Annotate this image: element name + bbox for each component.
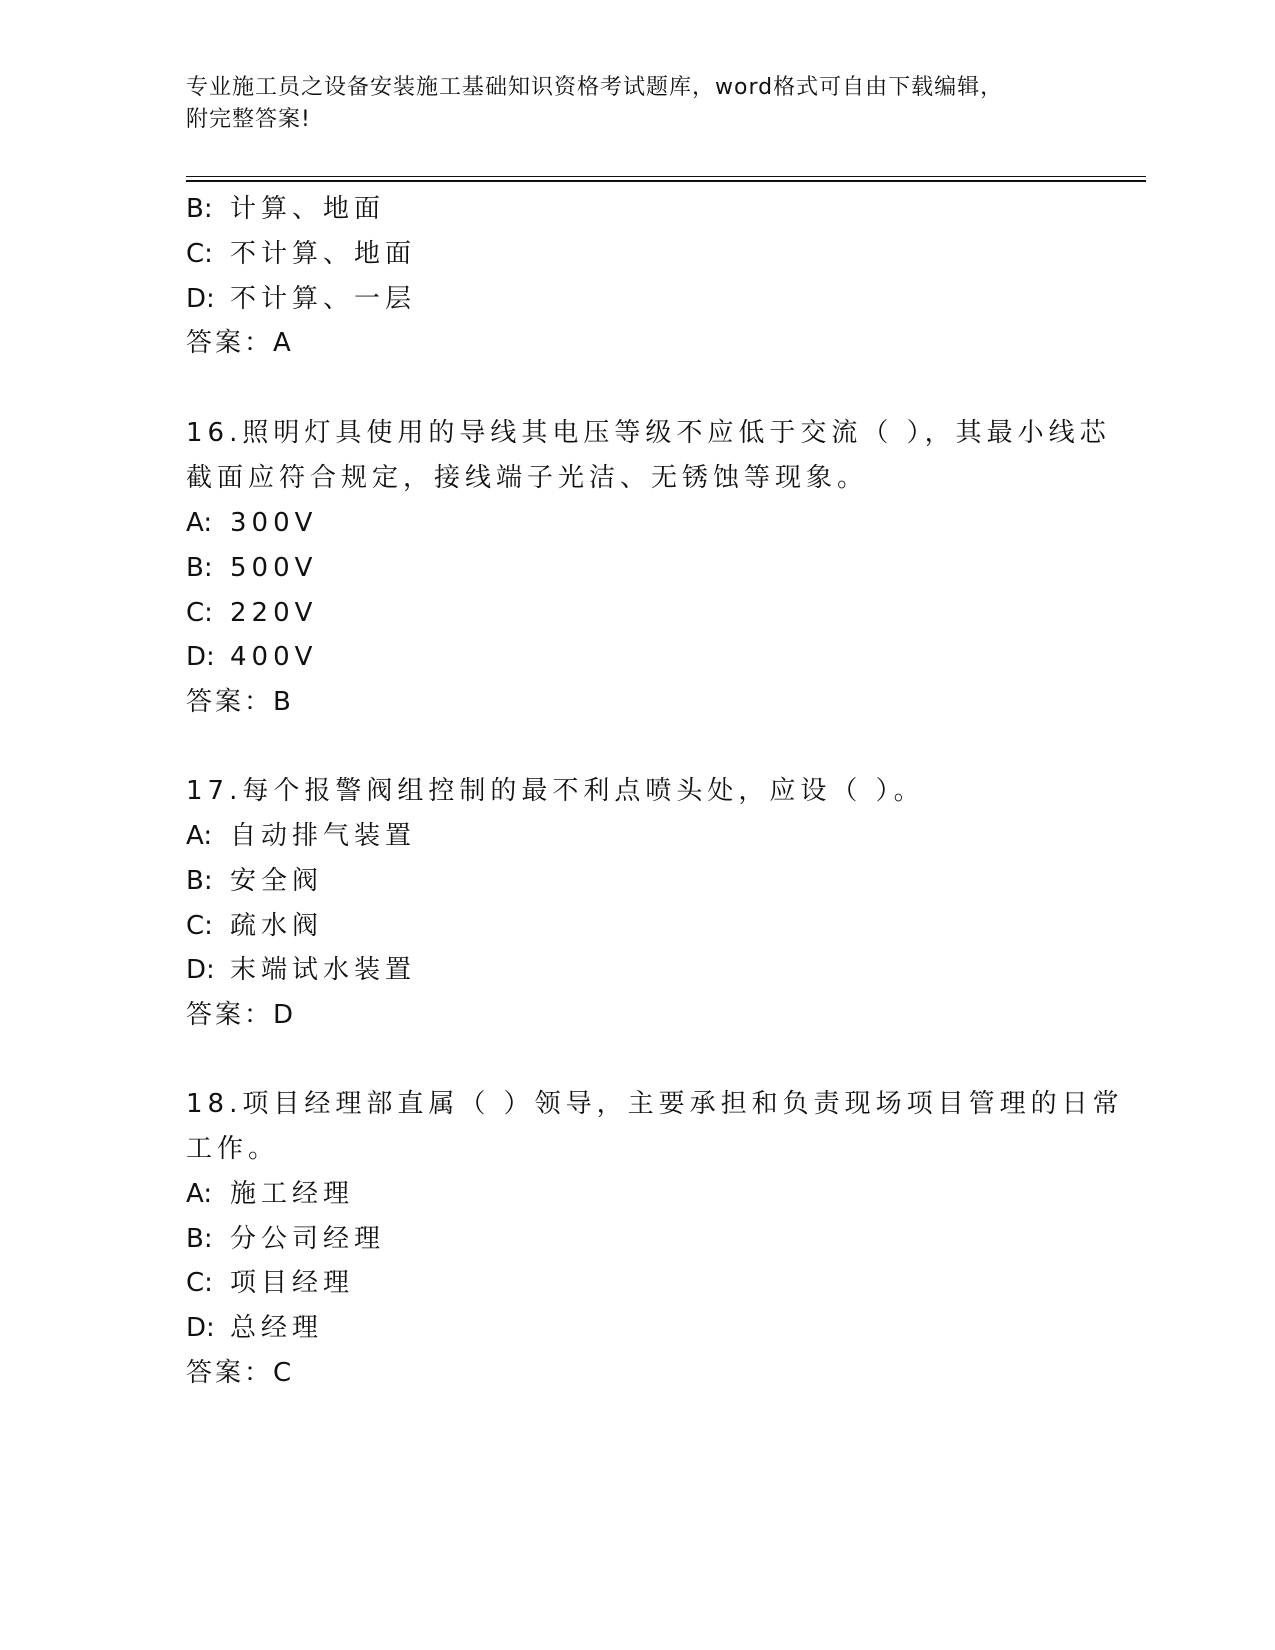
answer-line: 答案：B bbox=[186, 687, 294, 717]
option-line bbox=[186, 1224, 385, 1254]
option-label: D: bbox=[186, 284, 215, 314]
header-line-1: 专业施工员之设备安装施工基础知识资格考试题库，word格式可自由下载编辑， bbox=[186, 75, 1004, 100]
option-label: D: bbox=[186, 955, 215, 985]
option-label: A: bbox=[186, 821, 213, 851]
option-line bbox=[186, 194, 385, 224]
option-line bbox=[186, 866, 323, 896]
option-line bbox=[186, 1313, 323, 1343]
option-label: B: bbox=[186, 194, 213, 224]
option-line bbox=[186, 911, 323, 941]
answer-line: 答案：A bbox=[186, 328, 294, 358]
option-label: D: bbox=[186, 1313, 215, 1343]
option-line bbox=[186, 598, 317, 628]
option-label: C: bbox=[186, 1268, 213, 1298]
option-label: C: bbox=[186, 598, 213, 628]
option-label: B: bbox=[186, 866, 213, 896]
option-line bbox=[186, 821, 416, 851]
option-text: 总经理 bbox=[230, 1313, 324, 1343]
option-text: 自动排气装置 bbox=[230, 821, 417, 851]
document-header bbox=[186, 72, 1066, 136]
option-text: 不计算、地面 bbox=[230, 239, 417, 269]
option-text: 末端试水装置 bbox=[230, 955, 417, 985]
option-label: C: bbox=[186, 239, 213, 269]
header-line-2: 附完整答案! bbox=[186, 107, 311, 132]
question-18-line-1: 18.项目经理部直属（ ）领导，主要承担和负责现场项目管理的日常 bbox=[186, 1089, 1124, 1119]
option-text: 分公司经理 bbox=[230, 1224, 386, 1254]
option-line bbox=[186, 284, 416, 314]
option-text: 疏水阀 bbox=[230, 911, 324, 941]
option-line bbox=[186, 239, 416, 269]
option-line bbox=[186, 553, 317, 583]
option-text: 500V bbox=[230, 553, 318, 583]
option-line bbox=[186, 642, 317, 672]
option-text: 项目经理 bbox=[230, 1268, 355, 1298]
option-label: D: bbox=[186, 642, 215, 672]
option-text: 400V bbox=[230, 642, 318, 672]
option-text: 220V bbox=[230, 598, 318, 628]
answer-line: 答案：D bbox=[186, 1000, 297, 1030]
question-16-line-1: 16.照明灯具使用的导线其电压等级不应低于交流（ ），其最小线芯 bbox=[186, 418, 1111, 448]
question-16-line-2: 截面应符合规定，接线端子光洁、无锈蚀等现象。 bbox=[186, 463, 869, 493]
option-label: A: bbox=[186, 1179, 213, 1209]
question-17-line-1: 17.每个报警阀组控制的最不利点喷头处，应设（ ）。 bbox=[186, 776, 925, 806]
header-divider-thick bbox=[186, 180, 1146, 182]
answer-line: 答案：C bbox=[186, 1358, 295, 1388]
option-label: A: bbox=[186, 508, 213, 538]
option-label: B: bbox=[186, 553, 213, 583]
option-text: 不计算、一层 bbox=[230, 284, 417, 314]
option-line bbox=[186, 1268, 354, 1298]
header-divider-thin bbox=[186, 176, 1146, 177]
option-text: 安全阀 bbox=[230, 866, 324, 896]
option-text: 计算、地面 bbox=[230, 194, 386, 224]
option-line bbox=[186, 955, 416, 985]
question-18-line-2: 工作。 bbox=[186, 1134, 280, 1164]
option-label: B: bbox=[186, 1224, 213, 1254]
option-line bbox=[186, 1179, 354, 1209]
option-text: 施工经理 bbox=[230, 1179, 355, 1209]
option-text: 300V bbox=[230, 508, 318, 538]
option-label: C: bbox=[186, 911, 213, 941]
option-line bbox=[186, 508, 317, 538]
